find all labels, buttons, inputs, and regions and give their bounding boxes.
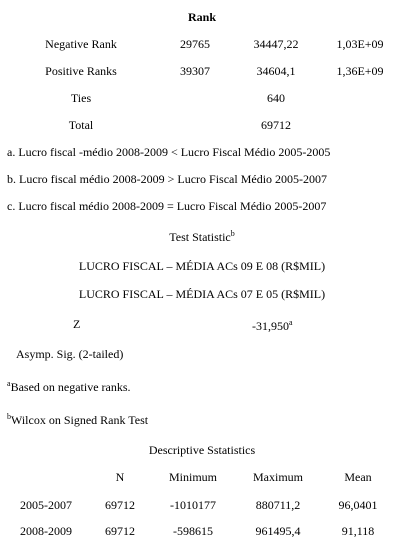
z-value-sup: a <box>289 318 293 327</box>
rank-cell: 640 <box>267 91 285 105</box>
rank-cell: 39307 <box>180 64 210 78</box>
descriptive-header-minimum: Minimum <box>168 470 217 484</box>
descriptive-cell: 69712 <box>105 498 135 512</box>
test-statistic-line1: LUCRO FISCAL – MÉDIA ACs 09 E 08 (R$MIL) <box>78 259 326 273</box>
rank-cell: 34447,22 <box>253 37 299 51</box>
descriptive-row-label: 2008-2009 <box>20 524 72 538</box>
asymp-sig-label: Asymp. Sig. (2-tailed) <box>16 347 124 361</box>
note-a: a. Lucro fiscal -médio 2008-2009 < Lucro Fiscal Médio 2005-2005 <box>7 145 331 159</box>
footnote-a: $^a$Based on negative ranks. <box>7 379 131 394</box>
z-label: Z <box>73 317 81 331</box>
test-statistic-title: Test Statistic$^b$ <box>169 229 235 244</box>
descriptive-cell: 96,0401 <box>338 498 378 512</box>
descriptive-cell: 880711,2 <box>255 498 301 512</box>
descriptive-cell: -598615 <box>173 524 213 538</box>
rank-row-label: Negative Rank <box>45 37 117 51</box>
z-value: -31,950$^a$ <box>252 318 293 333</box>
rank-table-title: Rank <box>187 10 216 24</box>
test-statistic-title-sup: b <box>230 229 235 238</box>
note-b: b. Lucro fiscal médio 2008-2009 > Lucro Fiscal Médio 2005-2007 <box>7 172 328 186</box>
rank-cell: 1,36E+09 <box>336 64 384 78</box>
rank-cell: 69712 <box>261 118 291 132</box>
footnote-b: $^b$Wilcox on Signed Rank Test <box>7 412 149 427</box>
descriptive-cell: -1010177 <box>170 498 216 512</box>
descriptive-header-n: N <box>115 470 125 484</box>
descriptive-row-label: 2005-2007 <box>20 498 72 512</box>
test-statistic-line2: LUCRO FISCAL – MÉDIA ACs 07 E 05 (R$MIL) <box>78 287 326 301</box>
rank-row-label: Total <box>68 118 94 132</box>
descriptive-header-mean: Mean <box>344 470 372 484</box>
rank-row-label: Ties <box>70 91 92 105</box>
descriptive-cell: 961495,4 <box>255 524 301 538</box>
rank-row-label: Positive Ranks <box>45 64 117 78</box>
rank-cell: 1,03E+09 <box>336 37 384 51</box>
descriptive-header-maximum: Maximum <box>253 470 303 484</box>
rank-cell: 29765 <box>180 37 210 51</box>
note-c: c. Lucro fiscal médio 2008-2009 = Lucro Fiscal Médio 2005-2007 <box>7 199 327 213</box>
descriptive-cell: 69712 <box>105 524 135 538</box>
descriptive-title: Descriptive Sstatistics <box>148 443 256 457</box>
rank-cell: 34604,1 <box>256 64 296 78</box>
descriptive-cell: 91,118 <box>341 524 375 538</box>
